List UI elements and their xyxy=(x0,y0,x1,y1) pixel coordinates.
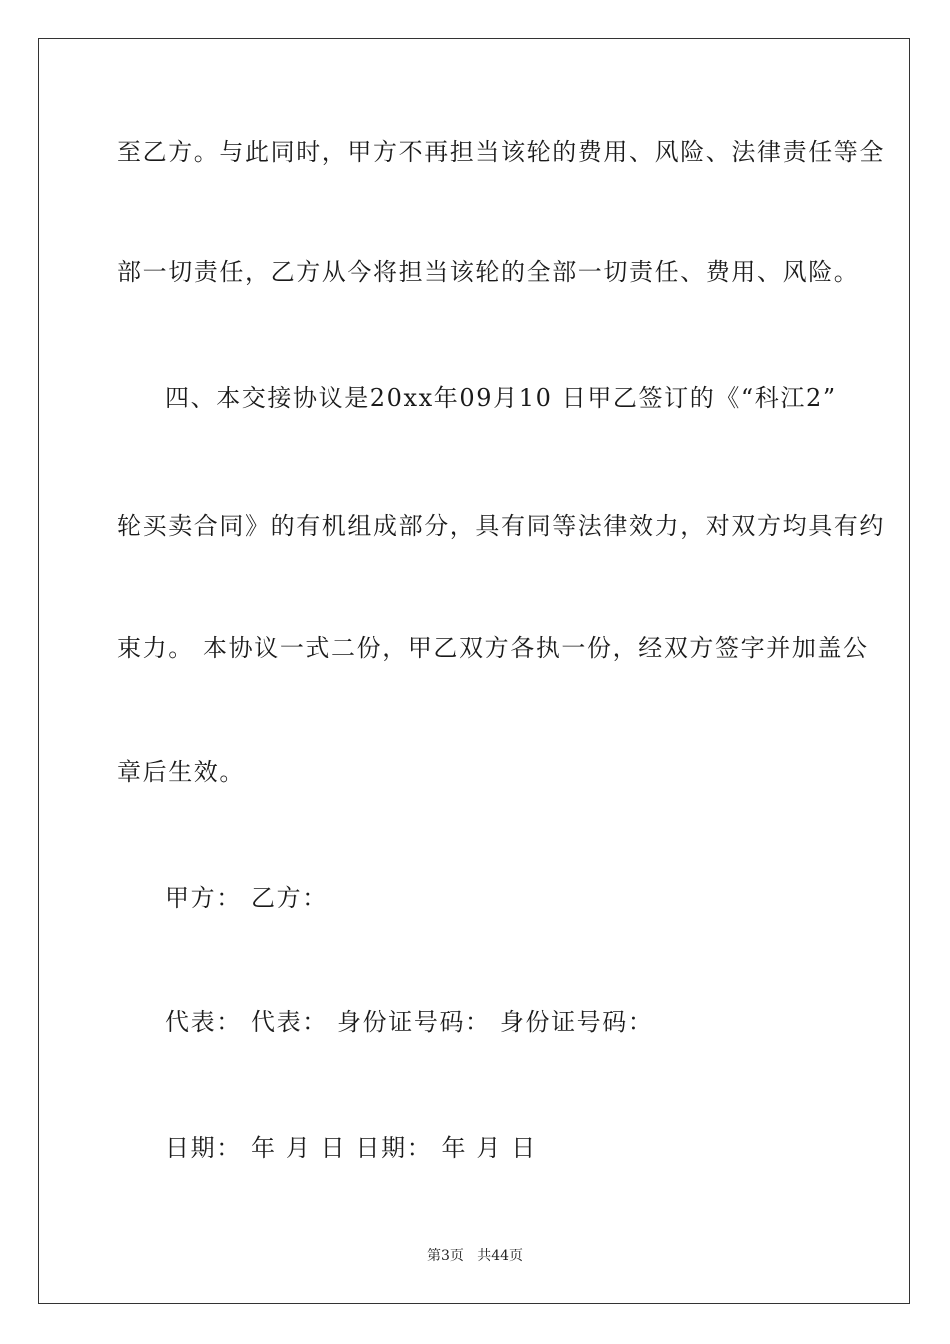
page-border xyxy=(38,38,910,1304)
clause-four-line-4: 章后生效。 xyxy=(117,758,245,786)
clause-four-line-3: 束力。 本协议一式二份，甲乙双方各执一份，经双方签字并加盖公 xyxy=(117,634,869,662)
body-line-2: 部一切责任，乙方从今将担当该轮的全部一切责任、费用、风险。 xyxy=(117,258,860,286)
clause-four-line-2: 轮买卖合同》的有机组成部分，具有同等法律效力，对双方均具有约 xyxy=(117,512,885,540)
signature-dates: 日期： 年 月 日 日期： 年 月 日 xyxy=(165,1134,537,1162)
signature-parties: 甲方： 乙方： xyxy=(165,884,328,912)
page-footer xyxy=(0,1246,950,1266)
body-line-1: 至乙方。与此同时，甲方不再担当该轮的费用、风险、法律责任等全 xyxy=(117,138,885,166)
page-number-label: 第3页 共44页 xyxy=(426,1248,524,1264)
signature-representatives: 代表： 代表： 身份证号码： 身份证号码： xyxy=(165,1008,654,1036)
clause-four-line-1: 四、本交接协议是20xx年09月10 日甲乙签订的《“科江2” xyxy=(165,384,837,412)
